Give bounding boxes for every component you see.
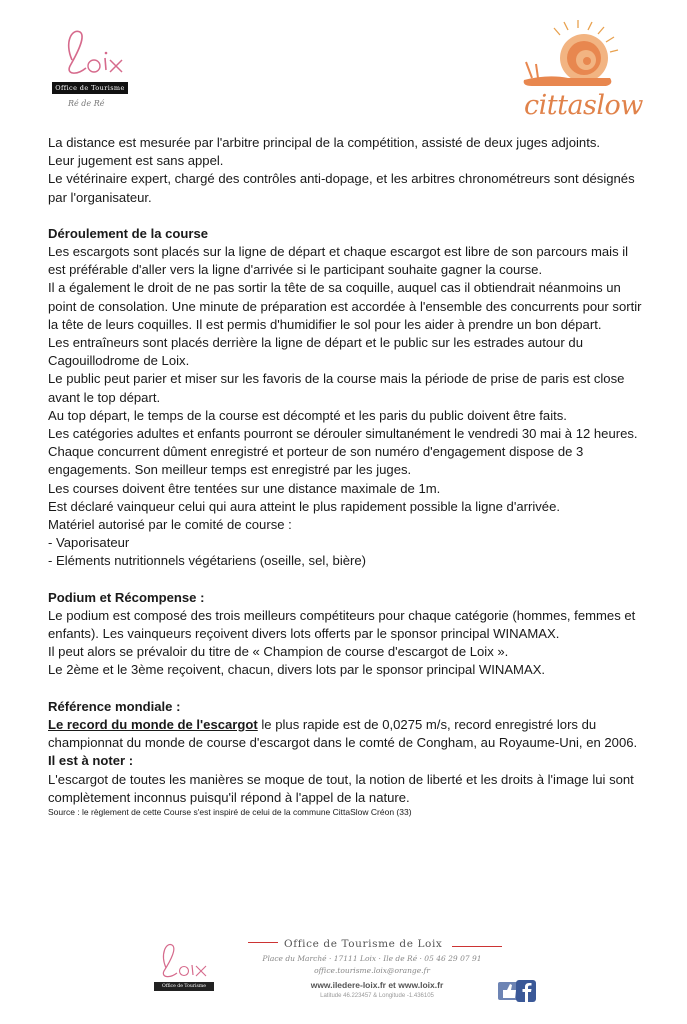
loix-office-box: Office de Tourisme (52, 82, 128, 94)
equipment-list-item: - Eléments nutritionnels végétariens (oseille, sel, bière) (48, 553, 367, 569)
footer-loix-logo (150, 938, 220, 1018)
footer-logo-box: Office de Tourisme (154, 982, 214, 991)
podium-paragraph: Il peut alors se prévaloir du titre de « Champion de course d'escargot de Loix ». (48, 644, 509, 660)
cittaslow-logo (518, 20, 643, 125)
deroulement-paragraph: Il a également le droit de ne pas sortir la tête de sa coquille, auquel cas il obtiendrait néanmoins un point de consolation. Une minute de préparation est accordée à l'ensemble des concurrents pour sortir la tête de leurs coquilles. Il est permis d'humidifier le sol pour les aider à prendre un bon départ. (48, 280, 642, 332)
equipment-list-item: - Vaporisateur (48, 535, 130, 551)
facebook-like-icon[interactable] (498, 980, 536, 1002)
intro-line-2: Leur jugement est sans appel. (48, 153, 224, 169)
intro-line-3: Le vétérinaire expert, chargé des contrôles anti-dopage, et les arbitres chronométreurs sont désignés par l'organisateur. (48, 171, 635, 205)
footer-divider (248, 942, 278, 943)
page-header (0, 0, 687, 130)
source-note: Source : le règlement de cette Course s'est inspiré de celui de la commune CittaSlow Créon (33) (48, 806, 412, 817)
deroulement-paragraph: Matériel autorisé par le comité de course : (48, 517, 292, 533)
snail-icon (518, 20, 628, 95)
document-body (48, 134, 648, 818)
deroulement-paragraph: Les entraîneurs sont placés derrière la ligne de départ et le public sur les estrades autour du Cagouillodrome de Loix. (48, 335, 583, 369)
loix-script-icon (50, 22, 130, 84)
record-lead: Le record du monde de l'escargot (48, 716, 258, 732)
deroulement-paragraph: Au top départ, le temps de la course est décompté et les paris du public doivent être faits. (48, 407, 567, 423)
footer-coordinates: Latitude 46.223457 & Longitude -1.436105 (320, 993, 434, 999)
footer-divider (452, 946, 502, 947)
deroulement-paragraph: Est déclaré vainqueur celui qui aura atteint le plus rapidement possible la ligne d'arrivée. (48, 498, 560, 514)
section-heading-podium: Podium et Récompense : (48, 589, 205, 605)
deroulement-paragraph: Les escargots sont placés sur la ligne de départ et chaque escargot est libre de son parcours mais il est préférable d'aller vers la ligne d'arrivée si le participant souhaite gagner la course. (48, 244, 629, 278)
podium-paragraph: Le podium est composé des trois meilleurs compétiteurs pour chaque catégorie (hommes, femmes et enfants). Les vainqueurs reçoivent divers lots offerts par le sponsor principal WINAMAX. (48, 607, 636, 642)
deroulement-paragraph: Chaque concurrent dûment enregistré et porteur de son numéro d'engagement dispose de 3 engagements. Son meilleur temps est enregistré par les juges. (48, 444, 584, 478)
cittaslow-wordmark: cittaslow (524, 90, 643, 121)
podium-paragraph: Le 2ème et le 3ème reçoivent, chacun, divers lots par le sponsor principal WINAMAX. (48, 662, 546, 678)
footer-title: Office de Tourisme de Loix (284, 938, 443, 950)
deroulement-paragraph: Les catégories adultes et enfants pourront se dérouler simultanément le vendredi 30 mai à 12 heures. (48, 426, 638, 442)
deroulement-paragraph: Les courses doivent être tentées sur une distance maximale de 1m. (48, 480, 441, 496)
reference-paragraph (48, 716, 648, 752)
deroulement-paragraph: Le public peut parier et miser sur les favoris de la course mais la période de prise de paris est close avant le top départ. (48, 371, 625, 405)
loix-sub-text: Ré de Ré (68, 99, 105, 108)
page-footer (0, 928, 687, 1024)
loix-script-icon (150, 938, 220, 982)
record-text: le plus rapide est de 0,0275 m/s, record enregistré lors du championnat du monde de course d'escargot dans le comté de Congham, au Royaume-Uni, en 2006. (48, 716, 638, 751)
section-heading-note: Il est à noter : (48, 753, 134, 769)
footer-address: Place du Marché · 17111 Loix · Ile de Ré · 05 46 29 07 91 (262, 954, 482, 963)
section-heading-reference: Référence mondiale : (48, 698, 181, 714)
loix-logo (50, 22, 130, 117)
intro-line-1: La distance est mesurée par l'arbitre principal de la compétition, assisté de deux juges adjoints. (48, 135, 601, 150)
footer-websites[interactable]: www.iledere-loix.fr et www.loix.fr (310, 980, 444, 990)
section-heading-deroulement: Déroulement de la course (48, 225, 209, 241)
note-paragraph: L'escargot de toutes les manières se moque de tout, la notion de liberté et les droits à l'image lui sont complètement inconnus puisqu'il répond à l'appel de la nature. (48, 771, 634, 805)
footer-email[interactable]: office.tourisme.loix@orange.fr (314, 966, 430, 975)
